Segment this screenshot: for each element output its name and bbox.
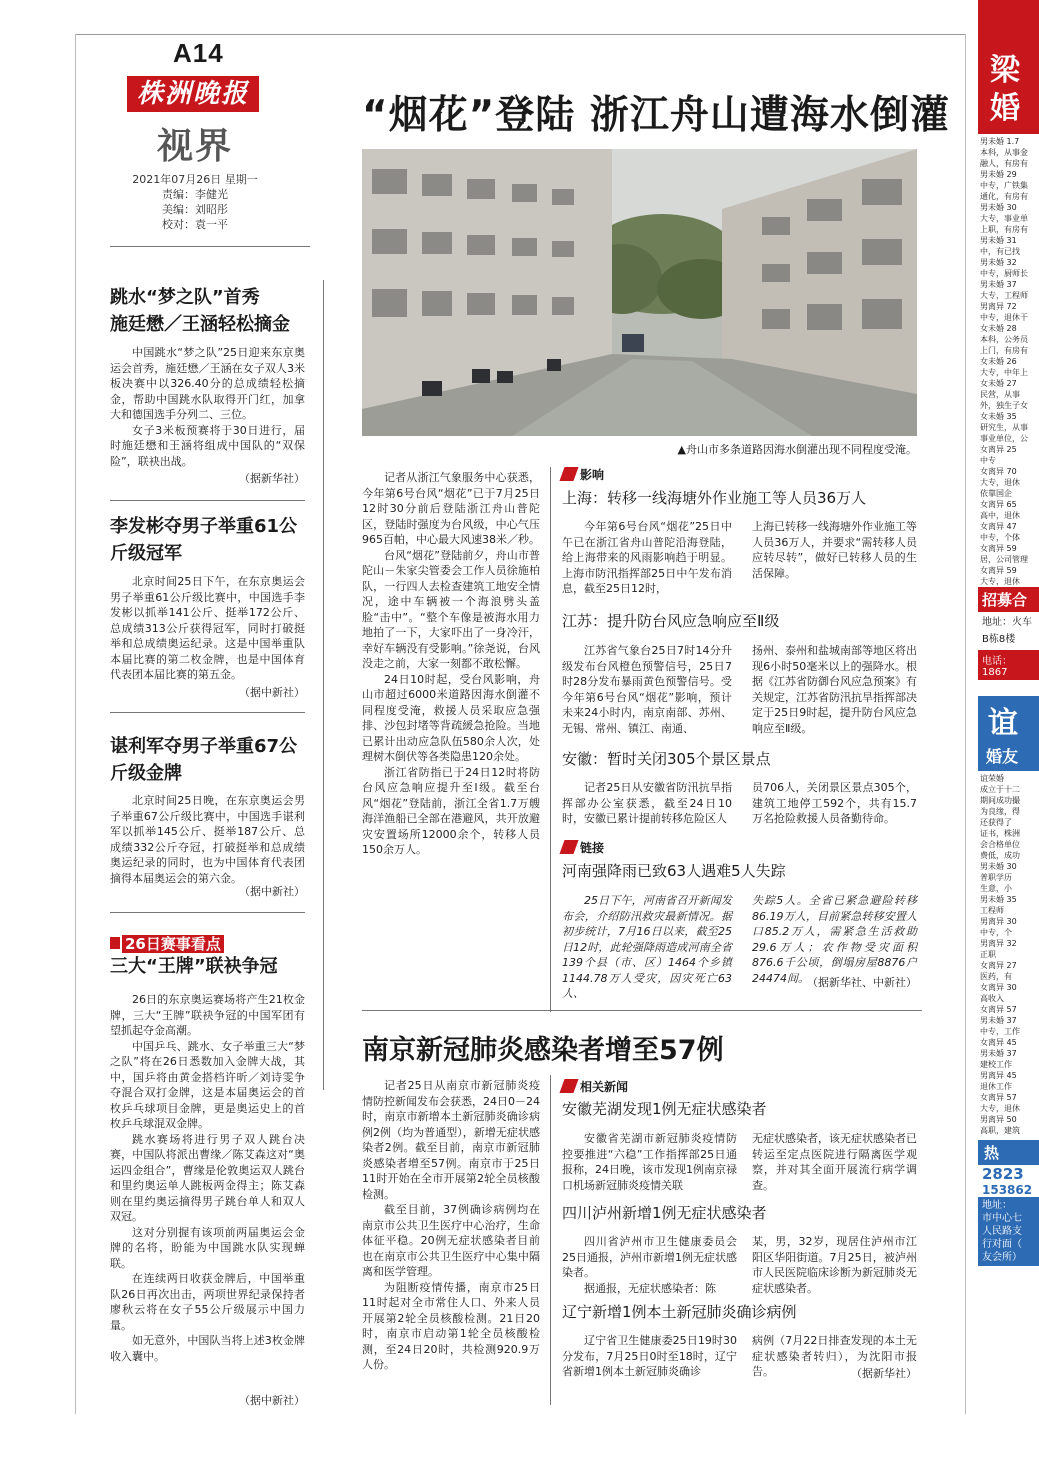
strip-row: 男离异 72	[980, 302, 1017, 311]
strip-row: 建校工作	[980, 1060, 1012, 1069]
strip-row: 女离异 45	[980, 1038, 1017, 1047]
article-title: 谌利军夺男子举重67公 斤级金牌	[110, 736, 298, 784]
henan-right: 失踪5人。全省已紧急避险转移86.19万人，目前紧急转移安置人口85.2万人，需紧急生活救助29.6万人；农作物受灾面积876.6千公顷，倒塌房屋8876户24474间。	[752, 894, 917, 985]
strip-row: 中专，工作	[980, 1027, 1020, 1036]
strip-row: 本科，公务员	[980, 335, 1028, 344]
recruit-banner: 招募合	[978, 587, 1039, 612]
page-edge-right	[965, 34, 966, 1414]
recruit-address-2: B栋8楼	[982, 634, 1016, 645]
strip-row: 男未婚 32	[980, 258, 1017, 267]
strip-row: 上门，有房有	[980, 346, 1028, 355]
strip-row: 男未婚 1.7	[980, 137, 1020, 146]
strip-row: 男离异 32	[980, 939, 1017, 948]
strip-row: 正职	[980, 950, 996, 959]
shanghai-left: 今年第6号台风“烟花”25日中午已在浙江省舟山普陀沿海登陆，给上海带来的风雨影响趋于明显。上海市防汛指挥部25日中午发布消息，截至25日12时，	[562, 520, 732, 595]
top-rule	[75, 34, 965, 35]
page-edge	[75, 34, 76, 1414]
strip-row: 女离异 27	[980, 961, 1017, 970]
strip-row: 大专，退休	[980, 577, 1020, 586]
strip-row: 为良缘，得	[980, 807, 1020, 816]
strip-row: 男离异 30	[980, 917, 1017, 926]
shanghai-right: 上海已转移一线海塘外作业施工等人员36万人，并要求“需转移人员应转尽转”，做好已转移人员的生活保障。	[752, 520, 917, 580]
editor: 责编：李健光	[162, 188, 228, 201]
strip-row: 中，有已找	[980, 247, 1020, 256]
newspaper-logo: 株洲晚报	[127, 76, 259, 112]
strip-row: 融人，有房有	[980, 159, 1028, 168]
strip-row: 男未婚 29	[980, 170, 1017, 179]
strip-row: 谊荣婚	[980, 774, 1004, 783]
typhoon-body: 记者从浙江气象服务中心获悉，今年第6号台风“烟花”已于7月25日12时30分前后登陆浙江舟山普陀区，登陆时强度为台风级，中心气压965百帕，中心最大风速38米／秒。 台风“烟花”登陆前夕，舟山市普陀山－朱家尖管委会工作人员徐施柏队，一行四人去检查建筑工地安全情况，途中车辆被一个海浪劈头盖脸“击中”。“整个车像是被海水用力地拍了一下，大家吓出了一身冷汗，幸好车辆没有受影响。”徐尧说，台风没走之前，大家一刻都不敢松懈。 24日10时起，受台风影响，舟山市超过6000米道路因海水倒灌不同程度受淹，救援人员采取应急强排、沙包封堵等背疏緩急抢险。当地已累计出动应急队伍580余人次，处理树木倒伏等各类隐患120余处。 浙江省防指已于24日12时将防台风应急响应提升至Ⅰ级。截至台风“烟花”登陆前，浙江全省1.7万艘海洋渔船已全部在港避风，共开放避灾安置场所12000余个，转移人员150余万人。	[362, 471, 540, 856]
strip-row: 居，公司管理	[980, 555, 1028, 564]
strip-row: 女离异 59	[980, 566, 1017, 575]
divider	[110, 712, 305, 713]
jiangsu-left: 江苏省气象台25日7时14分升级发布台风橙色预警信号，25日7时28分发布暴雨黄色预警信号。受今年第6号台风“烟花”影响，预计未来24小时内，南京南部、苏州、无锡、常州、镇江、南通、	[562, 644, 732, 735]
article-body: 北京时间25日下午，在东京奥运会男子举重61公斤级比赛中，中国选手李发彬以抓举141公斤、挺举172公斤、总成绩313公斤获得冠军，同时打破挺举和总成绩奥运纪录。这是中国举重队本届比赛的第二枚金牌，也是中国体育代表团本届比赛的第五金。	[110, 575, 305, 681]
strip-address: 地址： 市中心七 人民路支 行对面（ 友会所）	[978, 1197, 1039, 1266]
subhead-shanghai: 上海：转移一线海塘外作业施工等人员36万人	[562, 489, 867, 507]
divider	[110, 246, 310, 247]
henan-source: （据新华社、中新社）	[807, 976, 917, 989]
strip-row: 女离异 65	[980, 500, 1017, 509]
luzhou-left: 四川省泸州市卫生健康委员会25日通报，泸州市新增1例无症状感染者。 据通报，无症状感染者：陈	[562, 1235, 737, 1295]
issue-date: 2021年07月26日 星期一	[132, 173, 258, 186]
subhead-anhui: 安徽：暂时关闭305个景区景点	[562, 750, 771, 768]
henan-left: 25日下午，河南省召开新闻发布会，介绍防汛救灾最新情况。据初步统计，7月16日以来，截至25日12时，此轮强降雨造成河南全省139个县（市、区）1464个乡镇1144.78万人受灾，因灾死亡63人、	[562, 894, 732, 1000]
strip-row: 退休工作	[980, 1082, 1012, 1091]
column-rule	[550, 1075, 551, 1405]
strip-title: 梁 婚	[978, 0, 1039, 134]
strip-row: 中专	[980, 456, 996, 465]
strip-row: 中专，个	[980, 928, 1012, 937]
strip-row: 证书，株洲	[980, 829, 1020, 838]
covid-body: 记者25日从南京市新冠肺炎疫情防控新闻发布会获悉，24日0－24时，南京市新增本土新冠肺炎确诊病例2例（均为普通型），新增无症状感染者2例。截至目前，南京市新冠肺炎感染者增至57例。南京市于25日11时开始在全市开展第2轮全员核酸检测。 截至目前，37例确诊病例均在南京市公共卫生医疗中心治疗，生命体征平稳。20例无症状感染者目前也在南京市公共卫生医疗中心集中隔离和医学管理。 为阻断疫情传播，南京市25日11时起对全市常住人口、外来人员开展第2轮全员核酸检测。21日20时，南京市启动第1轮全员核酸检测，至24日20时，共检测920.9万人份。	[362, 1079, 540, 1371]
divider	[362, 1010, 922, 1011]
strip-row: 事业单位，公	[980, 434, 1028, 443]
strip-row: 男未婚 37	[980, 1049, 1017, 1058]
luzhou-right: 某，男，32岁，现居住泸州市江阳区华阳街道。7月25日，被泸州市人民医院临床诊断为新冠肺炎无症状感染者。	[752, 1235, 917, 1295]
article-title: 李发彬夺男子举重61公 斤级冠军	[110, 516, 298, 564]
strip-title-2: 谊	[978, 696, 1039, 744]
covid-source: （据新华社）	[851, 1367, 917, 1380]
anhui-right: 员706人，关闭景区景点305个，建筑工地停工592个，共有15.7万名抢险救援人员备勤待命。	[752, 781, 917, 825]
adjacent-page-strip	[978, 0, 1039, 1459]
article-body: 26日的东京奥运赛场将产生21枚金牌，三大“王牌”联袂争冠的中国军团有望抓起夺金高潮。 中国乒乓、跳水、女子举重三大“梦之队”将在26日悉数加入金牌大战，其中，国乒将由黄金搭档许昕／刘诗雯争夺混合双打金牌，这是本届奥运会的首枚乒乓球项目金牌，更是奥运史上的首枚乒乓球混双金牌。 跳水赛场将进行男子双人跳台决赛，中国队将派出曹缘／陈艾森这对“奥运四金组合”，曹缘是伦敦奥运双人跳台和里约奥运单人跳板两金得主；陈艾森则在里约奥运摘得男子跳台单人和双人双冠。 这对分别握有该项前两届奥运会金牌的名将，盼能为中国跳水队实现蝉联。 在连续两日收获金牌后，中国举重队26日再次出击，两项世界纪录保持者廖秋云将在女子55公斤级展示中国力量。 如无意外，中国队当将上述3枚金牌收入囊中。	[110, 993, 305, 1363]
strip-row: 男未婚 37	[980, 280, 1017, 289]
strip-row: 中专，广铁集	[980, 181, 1028, 190]
strip-row: 男未婚 31	[980, 236, 1017, 245]
strip-row: 高中，退休	[980, 511, 1020, 520]
strip-row: 高职，建筑	[980, 1126, 1020, 1135]
photo-caption: ▲舟山市多条道路因海水倒灌出现不同程度受淹。	[677, 443, 917, 456]
column-rule	[323, 280, 324, 1090]
kicker: 26日赛事看点	[110, 933, 224, 954]
strip-row: 男未婚 30	[980, 203, 1017, 212]
article-body: 中国跳水“梦之队”25日迎来东京奥运会首秀，施廷懋／王涵在女子双人3米板决赛中以326.40分的总成绩轻松摘金，帮助中国跳水队取得开门红，加拿大和德国选手分列二、三位。 女子3米板预赛将于30日进行，届时施廷懋和王涵将组成中国队的“双保险”，联袂出战。	[110, 346, 305, 468]
article-title: 三大“王牌”联袂争冠	[110, 956, 278, 977]
strip-row: 普职学历	[980, 873, 1012, 882]
wuhu-left: 安徽省芜湖市新冠肺炎疫情防控要推进“六稳”工作指挥部25日通报称，24日晚，该市发现1例南京禄口机场新冠肺炎疫情关联	[562, 1132, 737, 1192]
strip-row: 大专，工程师	[980, 291, 1028, 300]
strip-row: 成立于十二	[980, 785, 1020, 794]
strip-row: 期间成功撮	[980, 796, 1020, 805]
liaoning-left: 辽宁省卫生健康委25日19时30分发布，7月25日0时至18时，辽宁省新增1例本土新冠肺炎确诊	[562, 1334, 737, 1378]
strip-row: 中专，厨师长	[980, 269, 1028, 278]
article-source: （据中新社）	[239, 885, 305, 898]
related-label: 相关新闻	[562, 1077, 628, 1097]
strip-row: 女离异 47	[980, 522, 1017, 531]
strip-listing	[978, 134, 1039, 587]
subhead-luzhou: 四川泸州新增1例无症状感染者	[562, 1204, 767, 1222]
subhead-jiangsu: 江苏：提升防台风应急响应至Ⅱ级	[562, 612, 780, 630]
proofreader: 校对：袁一平	[162, 218, 228, 231]
strip-row: 男未婚 30	[980, 862, 1017, 871]
strip-row: 中专，个体	[980, 533, 1020, 542]
hotline-number: 2823	[982, 1165, 1024, 1183]
strip-row: 大专，退休	[980, 478, 1020, 487]
strip-row: 女离异 70	[980, 467, 1017, 476]
strip-row: 男离异 50	[980, 1115, 1017, 1124]
strip-row: 中专，退休干	[980, 313, 1028, 322]
wuhu-right: 无症状感染者，该无症状感染者已转运至定点医院进行隔离医学观察，并对其全面开展流行病学调查。	[752, 1132, 917, 1192]
strip-row: 女未婚 26	[980, 357, 1017, 366]
strip-row: 上职，有房有	[980, 225, 1028, 234]
strip-row: 女离异 57	[980, 1005, 1017, 1014]
strip-row: 女离异 30	[980, 983, 1017, 992]
flood-photo	[362, 149, 917, 436]
strip-listing-2	[978, 771, 1039, 1136]
hotline-label: 热	[978, 1140, 1039, 1165]
strip-row: 男未婚 35	[980, 895, 1017, 904]
subhead-liaoning: 辽宁新增1例本土新冠肺炎确诊病例	[562, 1303, 797, 1321]
strip-row: 大专，中年上	[980, 368, 1028, 377]
strip-row: 女未婚 28	[980, 324, 1017, 333]
impact-label: 影响	[562, 465, 604, 485]
strip-row: 男离异 45	[980, 1071, 1017, 1080]
strip-row: 民营，从事	[980, 390, 1020, 399]
subhead-henan: 河南强降雨已致63人遇难5人失踪	[562, 862, 786, 880]
strip-subtitle-2: 婚友	[978, 744, 1039, 771]
designer: 美编：刘昭彤	[162, 203, 228, 216]
strip-row: 女未婚 35	[980, 412, 1017, 421]
strip-row: 大专，退休	[980, 1104, 1020, 1113]
strip-row: 生意，小	[980, 884, 1012, 893]
divider	[110, 500, 305, 501]
strip-row: 费低，成功	[980, 851, 1020, 860]
strip-row: 女未婚 27	[980, 379, 1017, 388]
article-source: （据中新社）	[239, 1394, 305, 1407]
strip-row: 女离异 25	[980, 445, 1017, 454]
article-source: （据新华社）	[239, 472, 305, 485]
strip-row: 男未婚 37	[980, 1016, 1017, 1025]
link-label: 链接	[562, 838, 604, 858]
issue-meta	[110, 172, 280, 232]
recruit-address: 地址：火车	[982, 617, 1032, 628]
strip-row: 高收入	[980, 994, 1004, 1003]
jiangsu-right: 扬州、泰州和盐城南部等地区将出现6小时50毫米以上的强降水。根据《江苏省防御台风应急预案》有关规定，江苏省防汛抗旱指挥部决定于25日9时起，提升防台风应急响应至Ⅱ级。	[752, 644, 917, 735]
liaoning-right: 病例（7月22日排查发现的本土无症状感染者转归），为沈阳市报告。	[752, 1334, 917, 1378]
strip-row: 本科，从事金	[980, 148, 1028, 157]
strip-row: 依靠国企	[980, 489, 1012, 498]
strip-row: 女离异 57	[980, 1093, 1017, 1102]
strip-row: 会合格单位	[980, 840, 1020, 849]
hotline-number-2: 153862	[982, 1183, 1033, 1197]
divider	[110, 912, 305, 913]
covid-headline: 南京新冠肺炎感染者增至57例	[362, 1035, 724, 1066]
strip-row: 工程师	[980, 906, 1004, 915]
anhui-left: 记者25日从安徽省防汛抗旱指挥部办公室获悉，截至24日10时，安徽已累计提前转移危险区人	[562, 781, 732, 825]
strip-row: 研究生，从事	[980, 423, 1028, 432]
strip-row: 还获得了	[980, 818, 1012, 827]
page-number: A14	[173, 38, 224, 68]
strip-row: 外，独生子女	[980, 401, 1028, 410]
strip-row: 通化，有房有	[980, 192, 1028, 201]
article-title: 跳水“梦之队”首秀 施廷懋／王涵轻松摘金	[110, 287, 290, 335]
strip-row: 大专，事业单	[980, 214, 1028, 223]
main-headline: “烟花”登陆 浙江舟山遭海水倒灌	[362, 93, 950, 138]
article-source: （据中新社）	[239, 686, 305, 699]
strip-row: 女离异 59	[980, 544, 1017, 553]
subhead-wuhu: 安徽芜湖发现1例无症状感染者	[562, 1100, 767, 1118]
article-body: 北京时间25日晚，在东京奥运会男子举重67公斤级比赛中，中国选手谌利军以抓举145公斤、挺举187公斤、总成绩332公斤夺冠，打破挺举和总成绩奥运纪录的同时，也为中国体育代表团摘得本届奥运会的第六金。	[110, 794, 305, 885]
strip-row: 医药，有	[980, 972, 1012, 981]
column-rule	[550, 467, 551, 1012]
section-title: 视界	[157, 125, 234, 167]
recruit-phone: 电话：1867	[978, 650, 1039, 680]
